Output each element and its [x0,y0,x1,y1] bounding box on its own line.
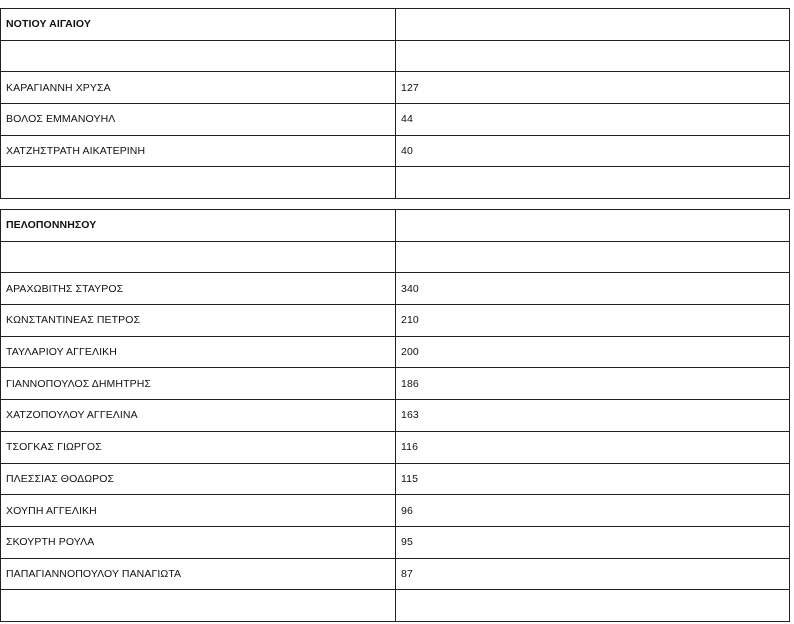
candidate-votes: 186 [396,368,790,400]
candidate-name: ΓΙΑΝΝΟΠΟΥΛΟΣ ΔΗΜΗΤΡΗΣ [1,368,396,400]
empty-cell [396,9,790,41]
table-row [1,135,790,167]
empty-cell [396,167,790,199]
candidate-name: ΒΟΛΟΣ ΕΜΜΑΝΟΥΗΛ [1,104,396,136]
candidate-votes: 87 [396,558,790,590]
empty-cell [396,590,790,622]
empty-cell [1,241,396,273]
table-row [1,431,790,463]
candidate-name: ΤΑΥΛΑΡΙΟΥ ΑΓΓΕΛΙΚΗ [1,336,396,368]
table-row [1,72,790,104]
candidate-votes: 116 [396,431,790,463]
candidate-votes: 40 [396,135,790,167]
table-row [1,273,790,305]
spacer-row [1,40,790,72]
candidate-name: ΤΣΟΓΚΑΣ ΓΙΩΡΓΟΣ [1,431,396,463]
empty-cell [396,40,790,72]
candidate-votes: 200 [396,336,790,368]
region-title-row [1,210,790,242]
candidate-name: ΠΑΠΑΓΙΑΝΝΟΠΟΥΛΟΥ ΠΑΝΑΓΙΩΤΑ [1,558,396,590]
table-row [1,558,790,590]
table-row [1,336,790,368]
candidate-name: ΧΑΤΖΟΠΟΥΛΟΥ ΑΓΓΕΛΙΝΑ [1,400,396,432]
spacer-row [1,590,790,622]
empty-cell [1,40,396,72]
table-row [1,368,790,400]
candidate-name: ΠΛΕΣΣΙΑΣ ΘΟΔΩΡΟΣ [1,463,396,495]
table-row [1,526,790,558]
region-title-row [1,9,790,41]
candidate-name: ΣΚΟΥΡΤΗ ΡΟΥΛΑ [1,526,396,558]
table-row [1,400,790,432]
empty-cell [1,590,396,622]
candidate-votes: 210 [396,305,790,337]
candidate-votes: 44 [396,104,790,136]
candidate-votes: 340 [396,273,790,305]
table-row [1,495,790,527]
empty-cell [396,241,790,273]
candidate-votes: 127 [396,72,790,104]
candidate-name: ΧΑΤΖΗΣΤΡΑΤΗ ΑΙΚΑΤΕΡΙΝΗ [1,135,396,167]
spacer-row [1,241,790,273]
candidate-name: ΧΟΥΠΗ ΑΓΓΕΛΙΚΗ [1,495,396,527]
empty-cell [396,210,790,242]
region-table-peloponnisou [0,209,790,622]
candidate-name: ΚΩΝΣΤΑΝΤΙΝΕΑΣ ΠΕΤΡΟΣ [1,305,396,337]
candidate-name: ΚΑΡΑΓΙΑΝΝΗ ΧΡΥΣΑ [1,72,396,104]
table-row [1,104,790,136]
region-title: ΠΕΛΟΠΟΝΝΗΣΟΥ [1,210,396,242]
candidate-name: ΑΡΑΧΩΒΙΤΗΣ ΣΤΑΥΡΟΣ [1,273,396,305]
candidate-votes: 163 [396,400,790,432]
candidate-votes: 96 [396,495,790,527]
empty-cell [1,167,396,199]
candidate-votes: 95 [396,526,790,558]
table-row [1,305,790,337]
candidate-votes: 115 [396,463,790,495]
region-title: ΝΟΤΙΟΥ ΑΙΓΑΙΟΥ [1,9,396,41]
spacer-row [1,167,790,199]
table-row [1,463,790,495]
region-table-notio-aigaiou [0,8,790,199]
